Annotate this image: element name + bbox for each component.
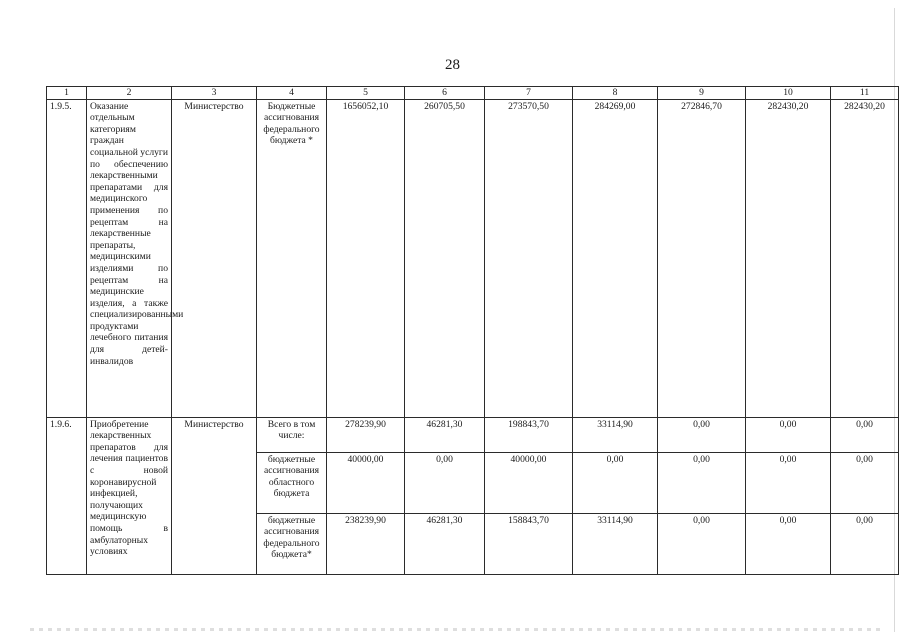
value-cell: 238239,90 [327,513,405,574]
row-code: 1.9.6. [47,417,87,574]
row-description: Приобретение лекарственных препаратов для лечения пациентов с новой коронавирусной инфекцией, получающих медицинскую помощь в амбулаторных условиях [87,417,172,574]
value-cell: 272846,70 [658,99,746,417]
column-header: 11 [831,87,899,100]
value-cell: 0,00 [746,417,831,452]
value-cell: 0,00 [831,452,899,513]
value-cell: 0,00 [746,513,831,574]
column-header: 5 [327,87,405,100]
row-executor: Министерство [172,99,257,417]
value-cell: 0,00 [831,513,899,574]
value-cell: 0,00 [658,417,746,452]
value-cell: 0,00 [831,417,899,452]
value-cell: 0,00 [658,452,746,513]
scan-artifact [30,628,880,631]
value-cell: 0,00 [746,452,831,513]
column-header: 7 [485,87,573,100]
table-row [47,417,899,452]
value-cell: 158843,70 [485,513,573,574]
column-header: 1 [47,87,87,100]
value-cell: 40000,00 [327,452,405,513]
row-executor: Министерство [172,417,257,574]
row-description: Оказание отдельным категориям граждан социальной услуги по обеспечению лекарственными препаратами для медицинского применения по рецептам на лекарственные препараты, медицинскими изделиями по рецептам на медицинские изделия, а также специализированными продуктами лечебного питания для детей-инвалидов [87,99,172,417]
table-row [47,99,899,417]
column-header: 3 [172,87,257,100]
value-cell: 260705,50 [405,99,485,417]
column-header: 4 [257,87,327,100]
value-cell: 282430,20 [746,99,831,417]
column-header: 6 [405,87,485,100]
value-cell: 273570,50 [485,99,573,417]
funding-source: бюджетные ассигнования федерального бюджета* [257,513,327,574]
value-cell: 198843,70 [485,417,573,452]
value-cell: 0,00 [658,513,746,574]
value-cell: 46281,30 [405,513,485,574]
column-header: 10 [746,87,831,100]
value-cell: 40000,00 [485,452,573,513]
table-header-row [47,87,899,100]
column-header: 2 [87,87,172,100]
funding-source: Бюджетные ассигнования федерального бюджета * [257,99,327,417]
column-header: 9 [658,87,746,100]
column-header: 8 [573,87,658,100]
funding-source: бюджетные ассигнования областного бюджета [257,452,327,513]
value-cell: 1656052,10 [327,99,405,417]
page-number: 28 [445,57,460,73]
value-cell: 282430,20 [831,99,899,417]
funding-source: Всего в том числе: [257,417,327,452]
row-code: 1.9.5. [47,99,87,417]
value-cell: 0,00 [573,452,658,513]
value-cell: 33114,90 [573,513,658,574]
value-cell: 0,00 [405,452,485,513]
value-cell: 278239,90 [327,417,405,452]
budget-table [46,86,899,575]
value-cell: 46281,30 [405,417,485,452]
value-cell: 33114,90 [573,417,658,452]
value-cell: 284269,00 [573,99,658,417]
